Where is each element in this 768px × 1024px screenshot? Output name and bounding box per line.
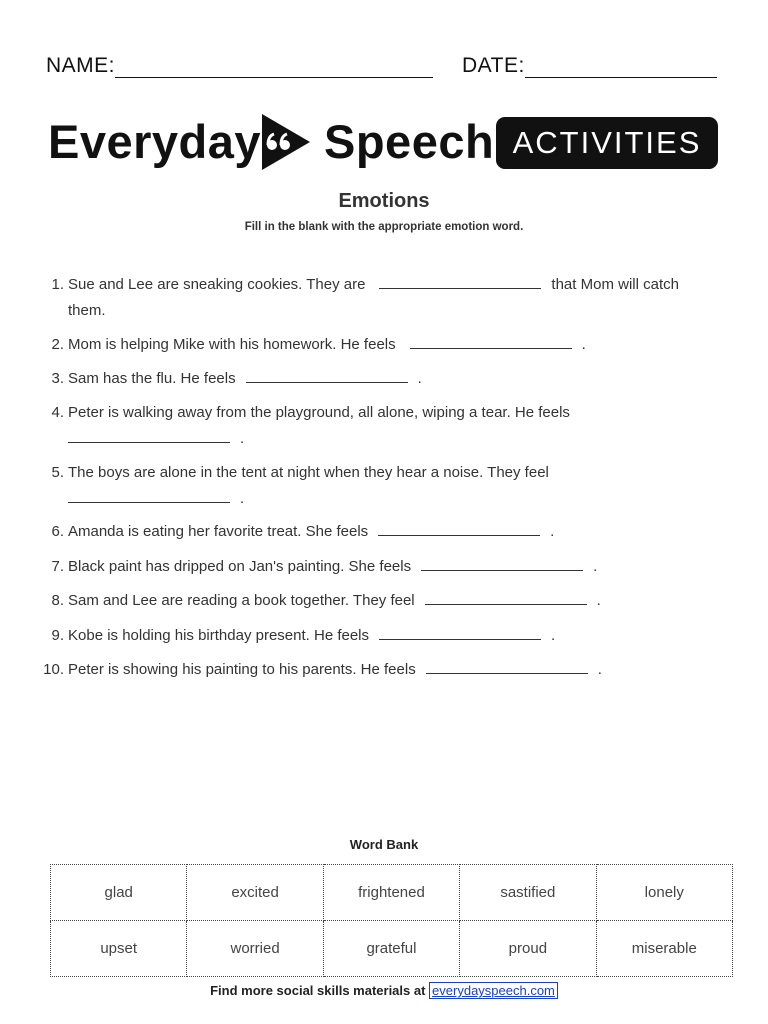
- question-number: 1.: [51, 276, 64, 293]
- question-prompt: Black paint has dripped on Jan's painting. She feels: [68, 558, 412, 575]
- answer-blank-3[interactable]: [246, 367, 408, 383]
- answer-blank-5[interactable]: [68, 487, 230, 503]
- name-line[interactable]: [115, 59, 433, 78]
- question-number: 4.: [51, 404, 64, 421]
- question-number: 9.: [51, 627, 64, 644]
- answer-blank-2[interactable]: [410, 333, 572, 349]
- question-number: 3.: [51, 370, 64, 387]
- question-prompt: Peter is walking away from the playground, all alone, wiping a tear. He feels: [68, 404, 570, 421]
- question-ending: .: [551, 627, 556, 644]
- question-ending: .: [240, 430, 245, 447]
- question-text: [68, 332, 698, 358]
- activities-badge: ACTIVITIES: [496, 117, 718, 169]
- word-bank-row: [51, 865, 733, 921]
- question-prompt: Sam has the flu. He feels: [68, 370, 236, 387]
- name-field[interactable]: [46, 54, 433, 78]
- word-bank-cell: worried: [187, 921, 323, 977]
- answer-blank-10[interactable]: [426, 658, 588, 674]
- question-ending: .: [593, 558, 598, 575]
- question-prompt: Sam and Lee are reading a book together. They feel: [68, 592, 415, 609]
- worksheet-instructions: Fill in the blank with the appropriate emotion word.: [244, 221, 524, 233]
- question-number: 10.: [43, 661, 64, 678]
- question-text: [68, 366, 698, 392]
- question-number: 2.: [51, 336, 64, 353]
- word-bank-row: [51, 921, 733, 977]
- answer-blank-4[interactable]: [68, 427, 230, 443]
- question-number: 8.: [51, 592, 64, 609]
- word-bank-cell: sastified: [460, 865, 596, 921]
- question-text: [68, 519, 698, 545]
- question-ending: that Mom will catch them.: [68, 276, 679, 319]
- word-bank-cell: grateful: [323, 921, 459, 977]
- question-ending: .: [581, 336, 586, 353]
- question-number: 7.: [51, 558, 64, 575]
- footer: [0, 983, 768, 998]
- question-ending: .: [596, 592, 601, 609]
- brand-word-everyday: Everyday: [48, 115, 262, 168]
- word-bank-cell: upset: [51, 921, 187, 977]
- question-ending: .: [597, 661, 602, 678]
- answer-blank-1[interactable]: [379, 273, 541, 289]
- word-bank-table: [50, 864, 733, 977]
- answer-blank-9[interactable]: [379, 624, 541, 640]
- answer-blank-7[interactable]: [421, 555, 583, 571]
- question-ending: .: [240, 490, 245, 507]
- question-text: [68, 272, 698, 324]
- worksheet-title: Emotions: [338, 190, 430, 212]
- date-field[interactable]: [462, 54, 717, 78]
- question-prompt: Amanda is eating her favorite treat. She feels: [68, 523, 369, 540]
- question-prompt: Peter is showing his painting to his parents. He feels: [68, 661, 416, 678]
- answer-blank-8[interactable]: [425, 589, 587, 605]
- question-ending: .: [417, 370, 422, 387]
- footer-link[interactable]: everydayspeech.com: [429, 982, 558, 999]
- word-bank-cell: excited: [187, 865, 323, 921]
- word-bank-title: Word Bank: [349, 837, 419, 852]
- date-label: DATE:: [462, 54, 525, 77]
- answer-blank-6[interactable]: [378, 520, 540, 536]
- question-number: 6.: [51, 523, 64, 540]
- question-text: [68, 657, 698, 683]
- question-prompt: Sue and Lee are sneaking cookies. They are: [68, 276, 366, 293]
- footer-text: Find more social skills materials at: [210, 983, 426, 998]
- question-text: [68, 554, 698, 580]
- question-number: 5.: [51, 464, 64, 481]
- question-text: [68, 460, 698, 512]
- name-date-row: [46, 54, 718, 84]
- date-line[interactable]: [525, 59, 717, 78]
- question-text: [68, 588, 698, 614]
- brand-logo: [46, 110, 718, 174]
- word-bank-cell: frightened: [323, 865, 459, 921]
- question-prompt: Mom is helping Mike with his homework. He feels: [68, 336, 396, 353]
- question-prompt: Kobe is holding his birthday present. He feels: [68, 627, 370, 644]
- question-text: [68, 400, 698, 452]
- play-quote-icon: [260, 112, 312, 172]
- word-bank-cell: glad: [51, 865, 187, 921]
- name-label: NAME:: [46, 54, 116, 77]
- question-ending: .: [550, 523, 555, 540]
- word-bank-cell: proud: [460, 921, 596, 977]
- word-bank-cell: miserable: [596, 921, 732, 977]
- question-text: [68, 623, 698, 649]
- brand-word-speech: Speech: [324, 115, 495, 168]
- question-prompt: The boys are alone in the tent at night when they hear a noise. They feel: [68, 464, 549, 481]
- word-bank-cell: lonely: [596, 865, 732, 921]
